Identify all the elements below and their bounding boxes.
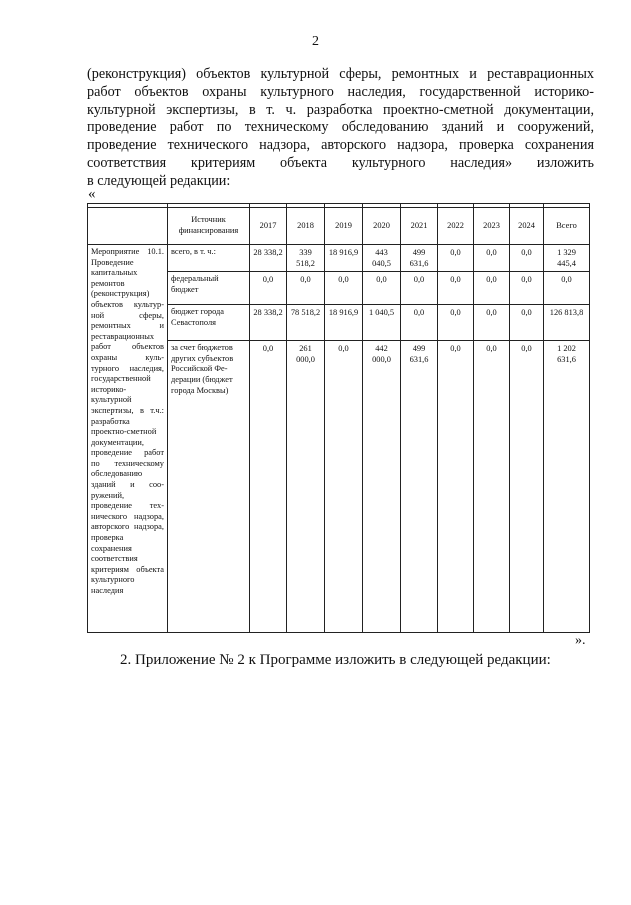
header-cell	[88, 208, 168, 245]
value-cell: 0,0	[510, 341, 544, 633]
value-cell: 499 631,6	[401, 341, 438, 633]
value-cell: 0,0	[325, 341, 363, 633]
header-cell: 2022	[438, 208, 474, 245]
value-cell: 0,0	[250, 341, 287, 633]
intro-paragraph	[87, 66, 594, 191]
intro-line: работ объектов охраны культурного наследия, государственной историко-	[87, 83, 594, 100]
financing-table	[87, 203, 590, 633]
value-cell: 1 040,5	[363, 305, 401, 341]
value-cell: 0,0	[287, 272, 325, 305]
value-cell: 28 338,2	[250, 245, 287, 272]
value-cell: 0,0	[325, 272, 363, 305]
closing-quote: ».	[575, 633, 586, 648]
value-cell: 126 813,8	[544, 305, 590, 341]
value-cell: 0,0	[438, 272, 474, 305]
table-header-row	[88, 208, 590, 245]
value-cell: 443 040,5	[363, 245, 401, 272]
intro-line: в следующей редакции:	[87, 172, 231, 189]
value-cell: 78 518,2	[287, 305, 325, 341]
header-cell: 2020	[363, 208, 401, 245]
source-cell: за счет бюджетов других субъектов Российской Фе-дерации (бюджет города Москвы)	[168, 341, 250, 633]
value-cell: 0,0	[438, 341, 474, 633]
value-cell: 1 202 631,6	[544, 341, 590, 633]
value-cell: 0,0	[474, 245, 510, 272]
value-cell: 0,0	[474, 341, 510, 633]
value-cell: 0,0	[544, 272, 590, 305]
measure-description: Мероприятие 10.1. Проведение капитальных ремонтов (реконструкция) объектов культур-ной сферы, ремонтных и реставрационных работ объектов охраны куль-турного наследия, государственной историко-культурной экспертизы, в т.ч.: разработка проектно-сметной документации, проведение работ по техническому обследованию зданий и соо-ружений, проведение тех-нического надзора, авторского надзора, проверка сохранения соответствия критериям объекта культурного наследия	[88, 245, 168, 633]
value-cell: 0,0	[438, 245, 474, 272]
value-cell: 0,0	[510, 245, 544, 272]
value-cell: 0,0	[250, 272, 287, 305]
header-cell: 2024	[510, 208, 544, 245]
intro-line: проведение работ по техническому обследованию зданий и сооружений,	[87, 119, 594, 136]
header-cell: Всего	[544, 208, 590, 245]
header-cell: 2021	[401, 208, 438, 245]
header-cell: 2018	[287, 208, 325, 245]
value-cell: 0,0	[474, 305, 510, 341]
page-number: 2	[312, 34, 319, 49]
intro-line: (реконструкция) объектов культурной сферы, ремонтных и реставрационных	[87, 66, 594, 82]
value-cell: 0,0	[401, 272, 438, 305]
value-cell: 0,0	[510, 305, 544, 341]
table-row	[88, 245, 590, 272]
header-cell: 2017	[250, 208, 287, 245]
header-cell: 2019	[325, 208, 363, 245]
intro-line: культурной экспертизы, в т. ч. разработка проектно-сметной документации,	[87, 101, 594, 118]
value-cell: 442 000,0	[363, 341, 401, 633]
value-cell: 0,0	[438, 305, 474, 341]
value-cell: 339 518,2	[287, 245, 325, 272]
value-cell: 18 916,9	[325, 245, 363, 272]
value-cell: 28 338,2	[250, 305, 287, 341]
opening-quote: «	[88, 186, 96, 202]
value-cell: 0,0	[363, 272, 401, 305]
header-cell: 2023	[474, 208, 510, 245]
source-cell: федеральный бюджет	[168, 272, 250, 305]
value-cell: 0,0	[510, 272, 544, 305]
value-cell: 18 916,9	[325, 305, 363, 341]
value-cell: 0,0	[401, 305, 438, 341]
annex-heading: 2. Приложение № 2 к Программе изложить в следующей редакции:	[120, 652, 551, 668]
value-cell: 0,0	[474, 272, 510, 305]
value-cell: 499 631,6	[401, 245, 438, 272]
value-cell: 261 000,0	[287, 341, 325, 633]
intro-line: проведение технического надзора, авторского надзора, проверка сохранения	[87, 137, 594, 154]
source-cell: всего, в т. ч.:	[168, 245, 250, 272]
value-cell: 1 329 445,4	[544, 245, 590, 272]
source-cell: бюджет города Севастополя	[168, 305, 250, 341]
header-cell: Источник финансирования	[168, 208, 250, 245]
intro-line: соответствия критериям объекта культурного наследия» изложить	[87, 154, 594, 171]
